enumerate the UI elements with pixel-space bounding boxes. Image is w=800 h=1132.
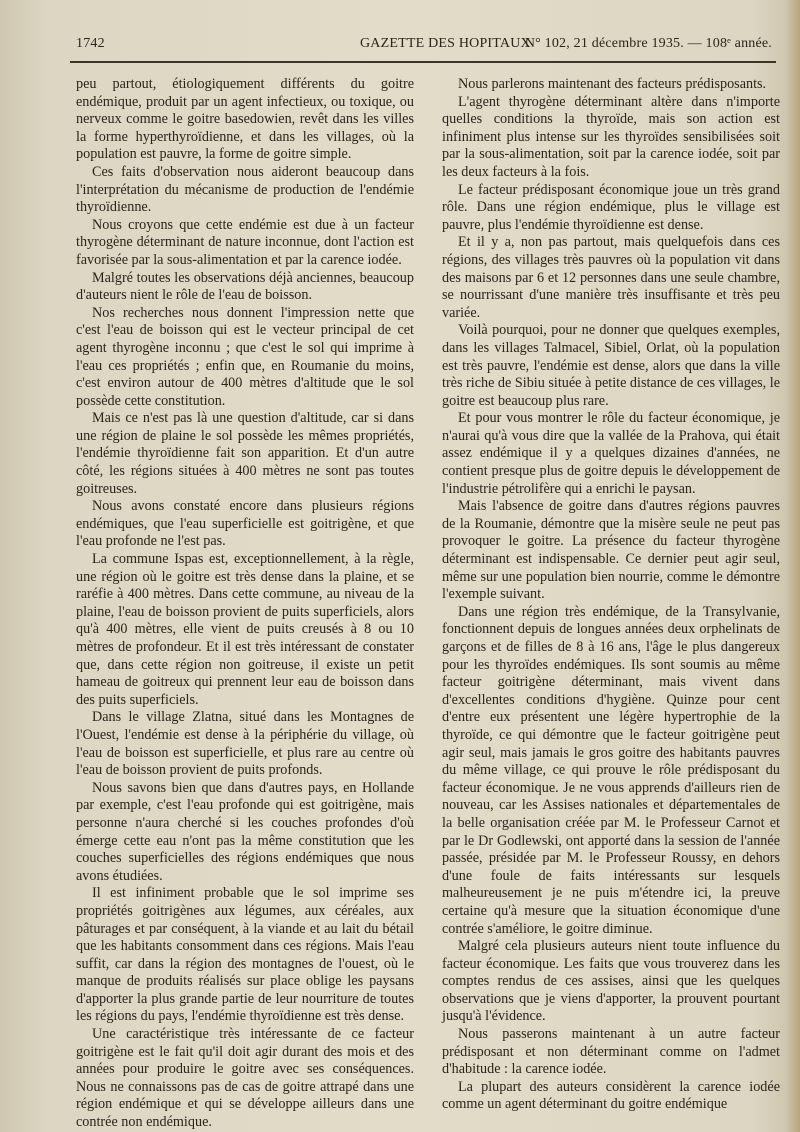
paragraph: Mais ce n'est pas là une question d'altitude, car si dans une région de plaine le sol possède les mêmes propriétés, l'endémie thyroïdienne fait son apparition. Et d'un autre côté, les régions situées à 400 mètres ne sont pas toutes goitreuses. <box>76 410 414 497</box>
paragraph: Et pour vous montrer le rôle du facteur économique, je n'aurai qu'à vous dire que la vallée de la Prahova, qui était assez endémique il y a quelques dizaines d'années, ne contient presque plus de goitre depuis le développement de l'industrie pétrolifère qui a enrichi le paysan. <box>442 410 780 497</box>
paragraph: Malgré toutes les observations déjà anciennes, beaucoup d'auteurs nient le rôle de l'eau de boisson. <box>76 269 414 304</box>
paragraph: Nous savons bien que dans d'autres pays, en Hollande par exemple, c'est l'eau profonde qui est goitrigène, mais personne n'aura cherché si les couches profondes d'où émerge cette eau n'ont pas la même constitution que les couches superficielles des régions endémiques que nous avons étudiées. <box>76 779 414 884</box>
page-number: 1742 <box>76 36 105 51</box>
paragraph: Nous parlerons maintenant des facteurs prédisposants. <box>458 76 767 92</box>
paragraph: Nos recherches nous donnent l'impression nette que c'est l'eau de boisson qui est le vecteur principal de cet agent thyrogène inconnu ; que c'est le sol qui imprime à l'eau ces propriétés ; enfin que, en Roumanie du moins, c'est environ autour de 400 mètres d'altitude que le sol possède cette constitution. <box>76 304 414 409</box>
right-column <box>442 76 780 1114</box>
paragraph: Le facteur prédisposant économique joue un très grand rôle. Dans une région endémique, plus le village est pauvre, plus l'endémie thyroïdienne est dense. <box>442 181 780 233</box>
paragraph: Nous passerons maintenant à un autre facteur prédisposant et non déterminant comme on l'admet d'habitude : la carence iodée. <box>442 1026 780 1078</box>
paragraph: Nous avons constaté encore dans plusieurs régions endémiques, que l'eau superficielle est goitrigène, et que l'eau profonde ne l'est pas. <box>76 498 414 550</box>
article-body <box>70 76 781 1131</box>
paragraph: Voilà pourquoi, pour ne donner que quelques exemples, dans les villages Talmacel, Sibiel, Orlat, où la population est très pauvre, l'endémie est dense, alors que dans la ville très riche de Sibiu située à petite distance de ces villages, le goitre est beaucoup plus rare. <box>442 322 781 409</box>
paragraph: Il est infiniment probable que le sol imprime ses propriétés goitrigènes aux légumes, aux céréales, aux pâturages et par conséquent, à la viande et au lait du bétail que les habitants consomment dans ces régions. Mais l'eau suffit, car dans la région des montagnes de l'ouest, où le manque de produits réalisés sur place oblige les paysans d'apporter la plus grande partie de leur nourriture de toutes les régions du pays, l'endémie thyroïdienne est très dense. <box>76 885 414 1025</box>
paragraph: peu partout, étiologiquement différents du goitre endémique, produit par un agent infectieux, ou toxique, ou nerveux comme le goitre basedowien, revêt dans les villes la forme hyperthyroïdienne, et dans les villages, où la population est pauvre, la forme de goitre simple. <box>76 76 414 163</box>
paragraph: Dans une région très endémique, de la Transylvanie, fonctionnent depuis de longues années deux orphelinats de garçons et de filles de 8 à 16 ans, l'âge le plus dangereux pour les thyroïdes endémiques. Ils sont soumis au même facteur goitrigène déterminant, mais vivent dans d'excellentes conditions d'hygiène. Quinze pour cent d'entre eux présentent une légère hypertrophie de la thyroïde, ce qui démontre que le facteur goitrigène peut agir seul, mais jamais le gros goitre des habitants pauvres du même village, ce qui prouve le rôle prédisposant du facteur économique. Je ne vous apprends d'ailleurs rien de nouveau, car les Assises nationales et départementales de la belle organisation créée par M. le Professeur Carnot et par le Dr Godlewski, ont apporté dans la session de l'année passée, présidée par M. le Professeur Roussy, en dehors d'une foule de faits intéressants sur lesquels malheureusement je ne puis m'étendre ici, la preuve certaine qu'à mesure que la situation économique d'une contrée s'améliore, le goitre diminue. <box>442 603 780 937</box>
page-edge-stain <box>786 0 800 1132</box>
paragraph: Ces faits d'observation nous aideront beaucoup dans l'interprétation du mécanisme de production de l'endémie thyroïdienne. <box>76 163 414 216</box>
header-rule <box>70 61 776 63</box>
left-column <box>76 76 414 1132</box>
paragraph: Mais l'absence de goitre dans d'autres régions pauvres de la Roumanie, démontre que la misère seule ne peut pas provoquer le goitre. La présence du facteur thyrogène déterminant est indispensable. Ce dernier peut agir seul, même sur une population bien nourrie, comme le démontre l'exemple suivant. <box>442 498 780 603</box>
running-header <box>70 36 778 58</box>
paragraph: Nous croyons que cette endémie est due à un facteur thyrogène déterminant de nature inconnue, dont l'action est favorisée par la sous-alimentation et par la carence iodée. <box>76 216 414 268</box>
paragraph: L'agent thyrogène déterminant altère dans n'importe quelles conditions la thyroïde, mais son action est infiniment plus intense sur les thyroïdes sensibilisées soit par la sous-alimentation, soit par la carence iodée, soit par les deux facteurs à la fois. <box>442 93 780 180</box>
paragraph: Malgré cela plusieurs auteurs nient toute influence du facteur économique. Les faits que vous trouverez dans les comptes rendus de ces assises, ainsi que les quelques observations que je viens d'apporter, la prouvent pourtant jusqu'à l'évidence. <box>442 938 780 1025</box>
paragraph: Et il y a, non pas partout, mais quelquefois dans ces régions, des villages très pauvres où la population vit dans des maisons par 6 et 12 personnes dans une seule chambre, se nourrissant d'une manière très insuffisante et très peu variée. <box>442 234 780 321</box>
issue-info: N° 102, 21 décembre 1935. — 108ᵉ année. <box>524 36 772 51</box>
paragraph: La plupart des auteurs considèrent la carence iodée comme un agent déterminant du goitre endémique <box>442 1078 780 1113</box>
paragraph: La commune Ispas est, exceptionnellement, à la règle, une région où le goitre est très dense dans la plaine, et se raréfie à 400 mètres. Dans cette commune, au niveau de la plaine, l'eau de boisson provient de puits superficiels, alors qu'à 400 mètres, elle vient de puits creusés à 8 ou 10 mètres de profondeur. Et il est très intéressant de constater que, dans cette région non goitreuse, il existe un petit hameau de goitreux qui prennent leur eau de boisson dans des puits superficiels. <box>76 551 414 708</box>
journal-title: GAZETTE DES HOPITAUX <box>360 36 531 51</box>
paragraph: Dans le village Zlatna, situé dans les Montagnes de l'Ouest, l'endémie est dense à la périphérie du village, où l'eau de boisson est superficielle, et plus rare au centre où l'eau de boisson provient de puits profonds. <box>76 709 414 779</box>
paragraph: Une caractéristique très intéressante de ce facteur goitrigène est le fait qu'il doit agir durant des mois et des années pour produire le goitre avec ses conséquences. Nous ne connaissons pas de cas de goitre attrapé dans une région endémique et qui se développe ailleurs dans une contrée non endémique. <box>76 1026 414 1131</box>
